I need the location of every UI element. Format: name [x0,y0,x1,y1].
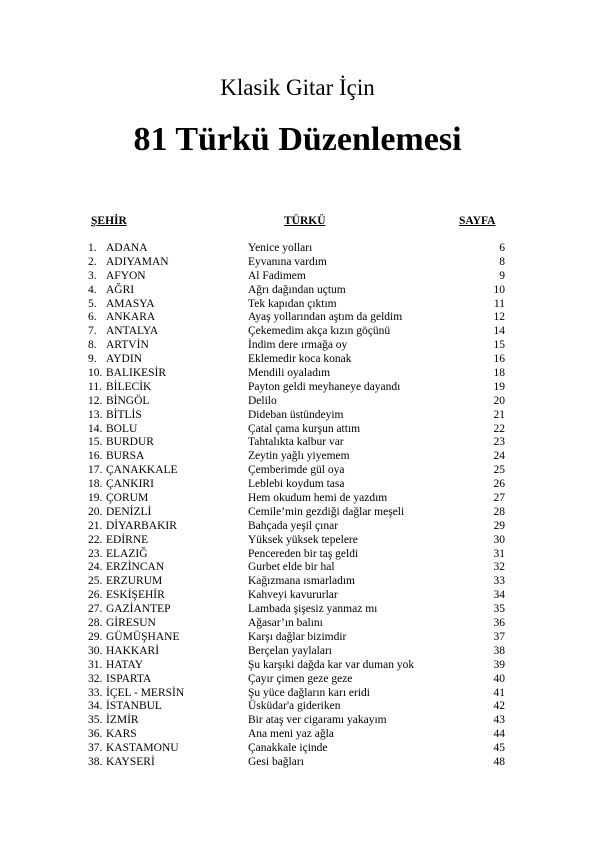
song-title: Çemberimde gül oya [248,464,345,477]
page-number: 11 [493,297,505,310]
song-title: Leblebi koydum tasa [248,478,345,491]
row-number: 22. [88,533,103,546]
row-number: 21. [88,519,103,532]
song-title: Zeytin yağlı yiyemem [248,450,350,463]
city-name: DENİZLİ [106,505,152,518]
row-number: 37. [88,742,103,755]
city-name: GİRESUN [106,617,156,630]
document-title: 81 Türkü Düzenlemesi [133,121,462,158]
page-number: 33 [493,575,505,588]
toc-row [0,714,595,728]
row-number: 1. [88,242,97,254]
toc-row [0,256,595,270]
toc-row [0,687,595,701]
song-title: Bahçada yeşil çınar [248,519,339,532]
city-name: BURSA [106,450,145,463]
row-number: 17. [88,464,103,477]
city-name: GÜMÜŞHANE [106,630,180,643]
city-name: ÇORUM [106,492,149,505]
page-number: 35 [493,603,505,616]
row-number: 35. [88,714,103,727]
city-name: GAZİANTEP [106,603,171,616]
page-number: 39 [493,658,505,671]
row-number: 8. [88,339,97,352]
toc-row [0,325,595,339]
page-number: 34 [493,589,505,602]
page-number: 9 [499,269,505,282]
row-number: 28. [88,617,103,630]
song-title: Bir ataş ver cigaramı yakayım [248,714,387,727]
page-number: 44 [493,728,505,741]
city-name: BURDUR [106,436,154,449]
song-title: Karşı dağlar bizimdir [248,630,347,643]
city-name: BALIKESİR [106,367,167,380]
toc-row [0,284,595,298]
song-title: Ağasar’ın balını [248,617,323,630]
song-title: Mendili oyaladım [248,367,331,380]
song-title: Ayaş yollarından aştım da geldim [248,311,403,324]
column-header-page: SAYFA [459,215,496,227]
toc-row [0,548,595,562]
page-number: 21 [493,408,505,421]
toc-row [0,381,595,395]
city-name: HATAY [106,658,143,671]
page-number: 27 [493,492,505,505]
toc-row [0,450,595,464]
song-title: Üsküdar'a gideriken [248,700,341,713]
city-name: ÇANKIRI [106,478,154,491]
table-of-contents [0,242,595,770]
city-name: KASTAMONU [106,742,179,755]
city-name: İÇEL - MERSİN [106,686,185,699]
song-title: Hem okudum hemi de yazdım [248,492,388,505]
page-number: 37 [493,630,505,643]
city-name: KAYSERİ [106,755,155,768]
city-name: AĞRI [106,283,135,296]
page-number: 40 [493,672,505,685]
row-number: 38. [88,755,103,768]
page-number: 36 [493,617,505,630]
row-number: 34. [88,700,103,713]
city-name: ERZİNCAN [106,561,165,574]
row-number: 12. [88,394,103,407]
song-title: Şu yüce dağların karı eridi [248,686,370,699]
city-name: ANTALYA [106,325,159,338]
city-name: HAKKARİ [106,644,160,657]
toc-row [0,311,595,325]
row-number: 27. [88,603,103,616]
city-name: BOLU [106,422,138,435]
toc-row [0,520,595,534]
city-name: ANKARA [106,311,156,324]
city-name: AFYON [106,269,146,282]
toc-row [0,700,595,714]
page-number: 22 [493,422,505,435]
page-number: 28 [493,505,505,518]
song-title: Payton geldi meyhaneye dayandı [248,380,401,393]
page-number: 32 [493,561,505,574]
page-number: 42 [493,700,505,713]
city-name: ELAZIĞ [106,547,148,560]
row-number: 20. [88,505,103,518]
toc-row [0,353,595,367]
song-title: Ana meni yaz ağla [248,728,334,741]
page-number: 25 [493,464,505,477]
page-number: 30 [493,533,505,546]
page-number: 14 [493,325,505,338]
toc-row [0,561,595,575]
song-title: Yenice yolları [248,242,313,254]
page-number: 45 [493,742,505,755]
document-subtitle: Klasik Gitar İçin [220,75,375,100]
row-number: 36. [88,728,103,741]
song-title: Al Fadimem [248,269,306,282]
toc-row [0,367,595,381]
toc-row [0,464,595,478]
row-number: 26. [88,589,103,602]
song-title: Çatal çama kurşun attım [248,422,361,435]
page-number: 19 [493,380,505,393]
city-name: BİTLİS [106,408,142,421]
row-number: 11. [88,380,102,393]
song-title: Yüksek yüksek tepelere [248,533,358,546]
song-title: Tek kapıdan çıktım [248,297,337,310]
page-number: 31 [493,547,505,560]
page-number: 16 [493,353,505,366]
city-name: DİYARBAKIR [106,519,177,532]
song-title: Tahtalıkta kalbur var [248,436,344,449]
row-number: 7. [88,325,97,338]
toc-row [0,756,595,770]
toc-row [0,645,595,659]
city-name: İZMİR [106,714,139,727]
city-name: BİLECİK [106,380,152,393]
song-title: Berçelan yaylaları [248,644,332,657]
row-number: 13. [88,408,103,421]
toc-row [0,728,595,742]
row-number: 2. [88,255,97,268]
song-title: Cemile’min gezdiği dağlar meşeli [248,505,405,518]
song-title: Dideban üstündeyim [248,408,344,421]
song-title: Çekemedim akça kızın göçünü [248,325,391,338]
page-number: 48 [493,755,505,768]
row-number: 19. [88,492,103,505]
city-name: İSTANBUL [106,700,162,713]
song-title: Eyvanına vardım [248,255,327,268]
song-title: Kağızmana ısmarladım [248,575,355,588]
page-number: 26 [493,478,505,491]
page-number: 41 [493,686,505,699]
toc-row [0,478,595,492]
row-number: 30. [88,644,103,657]
song-title: Ağrı dağından uçtum [248,283,346,296]
toc-row [0,395,595,409]
toc-row [0,409,595,423]
row-number: 23. [88,547,103,560]
song-title: Gurbet elde bir hal [248,561,335,574]
city-name: ADIYAMAN [106,255,169,268]
city-name: ARTVİN [106,339,149,352]
song-title: Kahveyi kavururlar [248,589,338,602]
city-name: BİNGÖL [106,394,150,407]
city-name: KARS [106,728,137,741]
toc-row [0,492,595,506]
row-number: 25. [88,575,103,588]
toc-row [0,270,595,284]
city-name: ISPARTA [106,672,152,685]
song-title: Pencereden bir taş geldi [248,547,359,560]
row-number: 24. [88,561,103,574]
row-number: 33. [88,686,103,699]
page-number: 29 [493,519,505,532]
song-title: Gesi bağları [248,755,304,768]
song-title: Çayır çimen geze geze [248,672,353,685]
row-number: 16. [88,450,103,463]
song-title: Çanakkale içinde [248,742,328,755]
city-name: ERZURUM [106,575,163,588]
page-number: 6 [499,242,505,254]
toc-row [0,423,595,437]
toc-row [0,589,595,603]
song-title: İndim dere ırmağa oy [248,339,348,352]
row-number: 32. [88,672,103,685]
city-name: ADANA [106,242,148,254]
toc-row [0,242,595,256]
page-number: 43 [493,714,505,727]
column-header-city: ŞEHİR [91,215,127,227]
row-number: 4. [88,283,97,296]
row-number: 29. [88,630,103,643]
toc-row [0,617,595,631]
song-title: Şu karşıki dağda kar var duman yok [248,658,415,671]
page-number: 38 [493,644,505,657]
page-number: 8 [499,255,505,268]
row-number: 14. [88,422,103,435]
toc-row [0,436,595,450]
toc-row [0,339,595,353]
toc-row [0,506,595,520]
row-number: 18. [88,478,103,491]
row-number: 31. [88,658,103,671]
row-number: 3. [88,269,97,282]
page-number: 20 [493,394,505,407]
page-number: 23 [493,436,505,449]
toc-row [0,673,595,687]
toc-row [0,534,595,548]
row-number: 15. [88,436,103,449]
page-number: 10 [493,283,505,296]
page-number: 18 [493,367,505,380]
city-name: ESKİŞEHİR [106,589,165,602]
city-name: AYDIN [106,353,142,366]
page-number: 15 [493,339,505,352]
row-number: 9. [88,353,97,366]
column-header-song: TÜRKÜ [284,215,326,227]
song-title: Lambada şişesiz yanmaz mı [248,603,378,616]
city-name: ÇANAKKALE [106,464,178,477]
toc-row [0,603,595,617]
row-number: 10. [88,367,103,380]
toc-row [0,659,595,673]
city-name: EDİRNE [106,533,149,546]
toc-row [0,575,595,589]
row-number: 5. [88,297,97,310]
song-title: Eklemedir koca konak [248,353,352,366]
page-number: 12 [493,311,505,324]
toc-row [0,631,595,645]
toc-row [0,298,595,312]
page-number: 24 [493,450,505,463]
row-number: 6. [88,311,97,324]
city-name: AMASYA [106,297,155,310]
song-title: Delilo [248,394,277,407]
toc-row [0,742,595,756]
